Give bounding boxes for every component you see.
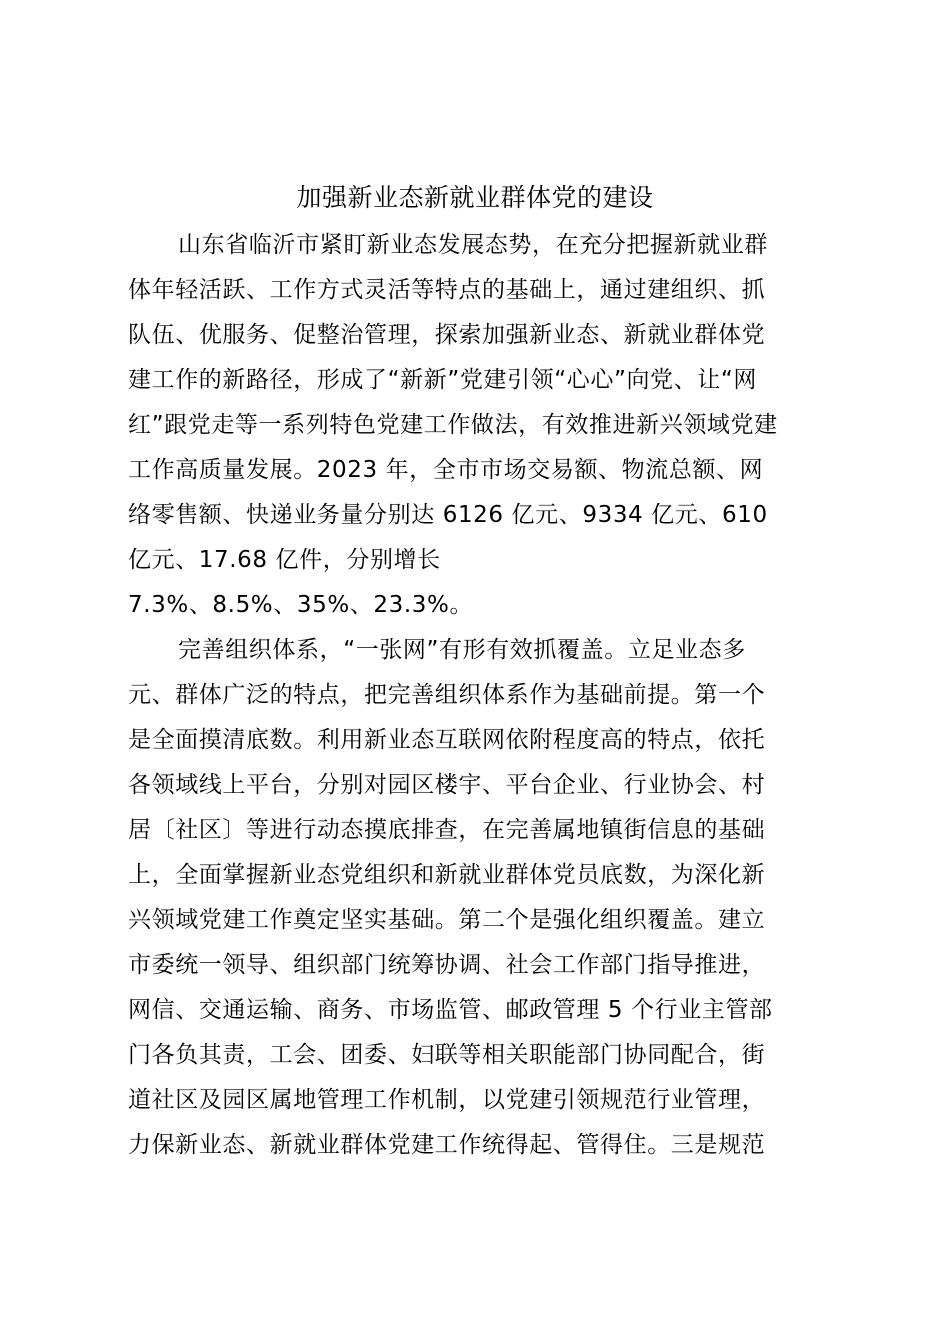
- paragraph-1-line-6: 工作高质量发展。2023 年，全市市场交易额、物流总额、网: [128, 457, 764, 483]
- paragraph-1-line-3: 队伍、优服务、促整治管理，探索加强新业态、新就业群体党: [128, 322, 766, 348]
- paragraph-2-line-2: 元、群体广泛的特点，把完善组织体系作为基础前提。第一个: [128, 682, 766, 708]
- paragraph-2-line-5: 居〔社区〕等进行动态摸底排查，在完善属地镇街信息的基础: [128, 817, 766, 843]
- paragraph-2-line-6: 上，全面掌握新业态党组织和新就业群体党员底数，为深化新: [128, 862, 766, 888]
- paragraph-2-line-10: 门各负其责，工会、团委、妇联等相关职能部门协同配合，街: [128, 1042, 766, 1068]
- paragraph-2-line-8: 市委统一领导、组织部门统筹协调、社会工作部门指导推进，: [128, 952, 766, 978]
- paragraph-1-line-9: 7.3%、8.5%、35%、23.3%。: [128, 592, 474, 618]
- paragraph-2-line-11: 道社区及园区属地管理工作机制，以党建引领规范行业管理，: [128, 1087, 766, 1113]
- paragraph-2-line-9: 网信、交通运输、商务、市场监管、邮政管理 5 个行业主管部: [128, 997, 773, 1023]
- paragraph-1-line-5: 红”跟党走等一系列特色党建工作做法，有效推进新兴领域党建: [128, 412, 778, 438]
- paragraph-2-line-1: 完善组织体系，“一张网”有形有效抓覆盖。立足业态多: [178, 637, 746, 663]
- paragraph-1-line-4: 建工作的新路径，形成了“新新”党建引领“心心”向党、让“网: [128, 367, 757, 393]
- paragraph-2-line-3: 是全面摸清底数。利用新业态互联网依附程度高的特点，依托: [128, 727, 766, 753]
- paragraph-1-line-1: 山东省临沂市紧盯新业态发展态势，在充分把握新就业群: [178, 232, 768, 258]
- paragraph-1-line-7: 络零售额、快递业务量分别达 6126 亿元、9334 亿元、610: [128, 502, 768, 528]
- paragraph-2-line-4: 各领域线上平台，分别对园区楼宇、平台企业、行业协会、村: [128, 772, 766, 798]
- paragraph-2-line-7: 兴领域党建工作奠定坚实基础。第二个是强化组织覆盖。建立: [128, 907, 766, 933]
- paragraph-1-line-2: 体年轻活跃、工作方式灵活等特点的基础上，通过建组织、抓: [128, 277, 766, 303]
- paragraph-2-line-12: 力保新业态、新就业群体党建工作统得起、管得住。三是规范: [128, 1132, 766, 1158]
- paragraph-1-line-8: 亿元、17.68 亿件，分别增长: [128, 547, 441, 573]
- document-title: 加强新业态新就业群体党的建设: [296, 183, 654, 212]
